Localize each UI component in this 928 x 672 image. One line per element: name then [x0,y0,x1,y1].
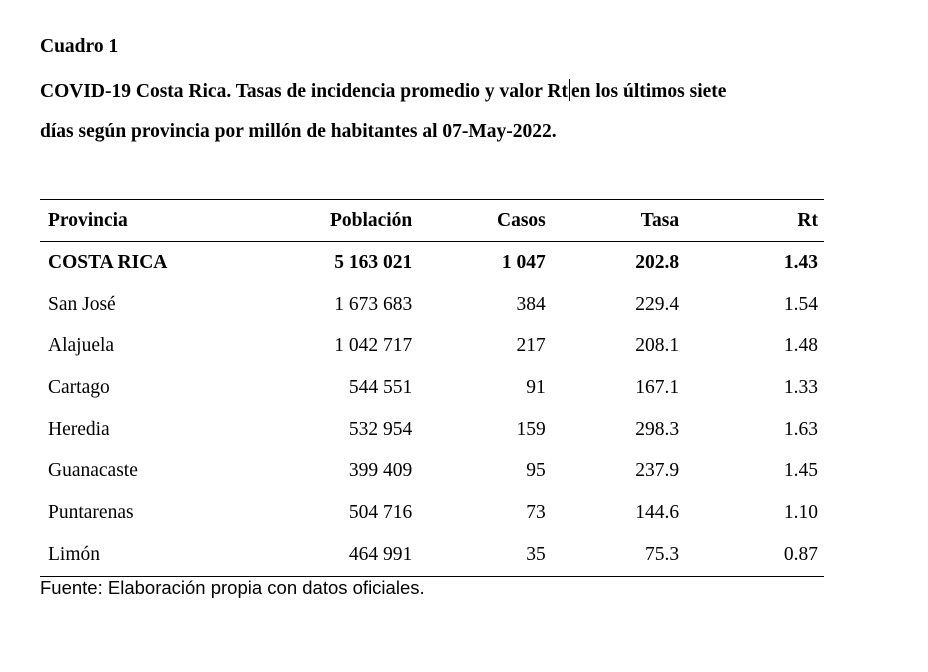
data-table-container [40,199,824,577]
source-note: Fuente: Elaboración propia con datos oficiales. [40,577,425,598]
cell-rt: 1.48 [783,335,818,357]
cell-tasa: 202.8 [635,251,680,273]
cell-tasa: 144.6 [635,501,680,523]
cell-provincia: Limón [48,543,100,565]
cell-provincia: Cartago [48,376,110,398]
cell-tasa: 237.9 [635,460,680,482]
table-row [40,325,824,367]
cell-poblacion: 544 551 [348,376,413,398]
table-row [40,409,824,451]
cell-tasa: 75.3 [644,543,680,565]
title-text-part-2: en los últimos siete [570,81,727,102]
cell-rt: 1.63 [783,418,818,440]
header-casos: Casos [496,209,546,231]
table-label: Cuadro 1 [40,36,119,57]
table-header-row [40,200,824,242]
cell-casos: 384 [516,293,546,315]
cell-rt: 1.33 [783,376,818,398]
cell-poblacion: 399 409 [348,460,413,482]
table-row [40,534,824,576]
cell-provincia: COSTA RICA [48,251,168,273]
table-title-line-1 [40,79,726,103]
table-row [40,492,824,534]
cell-casos: 95 [526,460,546,482]
table-row [40,284,824,326]
cell-casos: 1 047 [501,251,546,273]
cell-provincia: Alajuela [48,335,115,357]
cell-tasa: 167.1 [635,376,680,398]
cell-poblacion: 532 954 [348,418,413,440]
cell-poblacion: 5 163 021 [334,251,413,273]
cell-rt: 0.87 [783,543,818,565]
header-rt: Rt [797,209,818,231]
cell-tasa: 229.4 [635,293,680,315]
cell-casos: 159 [516,418,546,440]
table-row [40,450,824,492]
cell-casos: 35 [526,543,546,565]
cell-provincia: Heredia [48,418,110,440]
cell-provincia: Puntarenas [48,501,134,523]
table-title-line-2: días según provincia por millón de habitantes al 07-May-2022. [40,121,557,142]
cell-rt: 1.54 [783,293,818,315]
table-row-total [40,242,824,284]
header-poblacion: Población [329,209,413,231]
cell-poblacion: 1 673 683 [334,293,413,315]
cell-tasa: 208.1 [635,335,680,357]
header-tasa: Tasa [640,209,680,231]
header-provincia: Provincia [48,209,128,231]
covid-incidence-table [40,199,824,577]
cell-poblacion: 464 991 [348,543,413,565]
text-cursor [569,79,570,101]
cell-casos: 73 [526,501,546,523]
cell-provincia: Guanacaste [48,460,138,482]
cell-poblacion: 1 042 717 [334,335,413,357]
cell-casos: 217 [516,335,546,357]
cell-casos: 91 [526,376,546,398]
cell-rt: 1.10 [783,501,818,523]
cell-poblacion: 504 716 [348,501,413,523]
cell-provincia: San José [48,293,116,315]
cell-rt: 1.43 [783,251,818,273]
cell-tasa: 298.3 [635,418,680,440]
table-row [40,367,824,409]
title-text-part-1: COVID-19 Costa Rica. Tasas de incidencia promedio y valor Rt [40,81,568,102]
cell-rt: 1.45 [783,460,818,482]
